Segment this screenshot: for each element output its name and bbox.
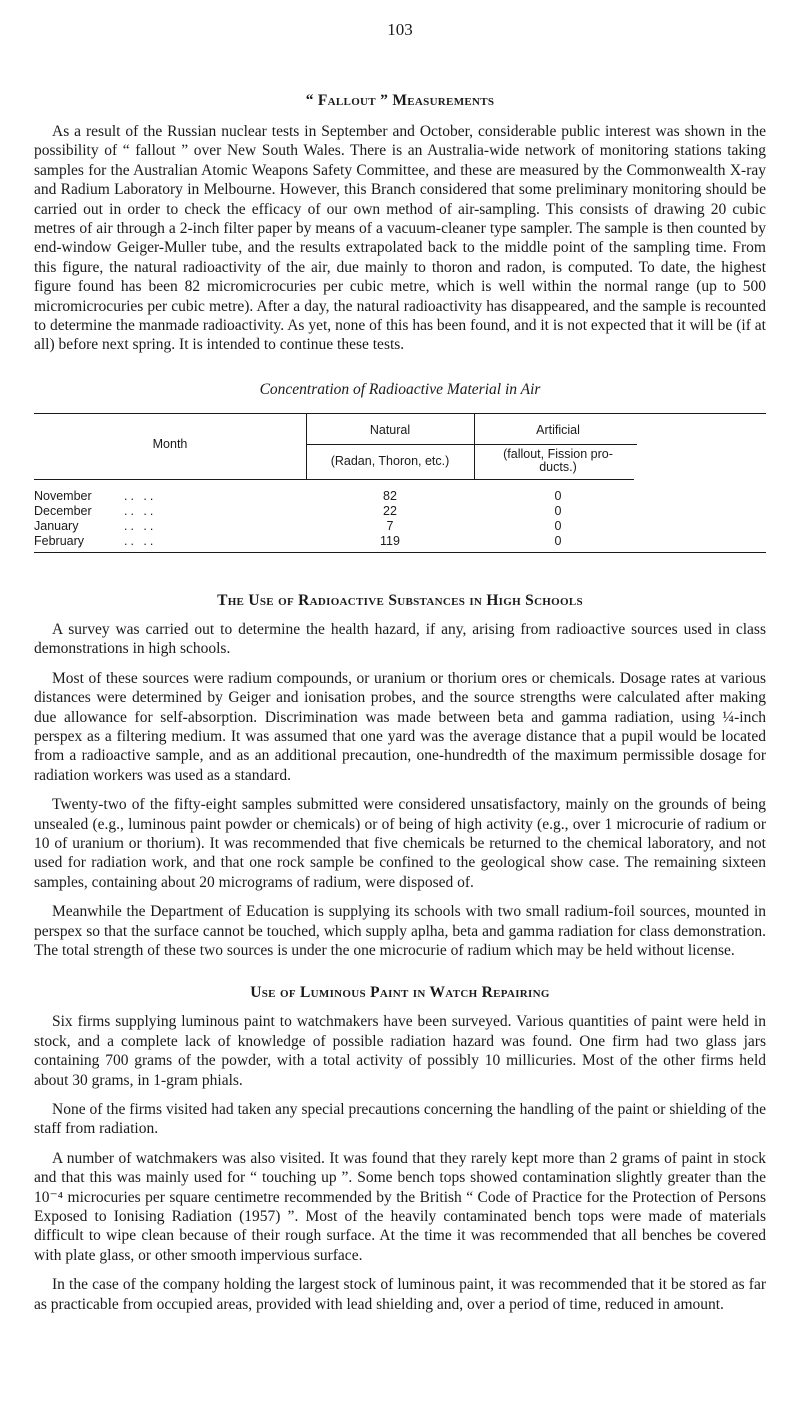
schools-heading: The Use of Radioactive Substances in High Schools [217, 591, 583, 609]
row-artificial: 0 [554, 503, 562, 518]
row-leader: .. .. [124, 503, 157, 518]
row-leader: .. .. [124, 533, 157, 548]
fallout-paragraph: As a result of the Russian nuclear tests in September and October, considerable public interest was shown in the possibility of “ fallout ” over New South Wales. There is an Australia-wide network of monitoring stations taking samples for the Australian Atomic Weapons Safety Committee, and these are measured by the Commonwealth X-ray and Radium Laboratory in Melbourne. However, this Branch considered that some preliminary monitoring should be carried out in order to check the efficacy of our own method of air-sampling. This consists of drawing 20 cubic metres of air through a 2-inch filter paper by means of a vacuum-cleaner type sampler. The sample is then counted by end-window Geiger-Muller tube, and the results extrapolated back to the middle point of the sampling time. From this figure, the natural radioactivity of the air, due mainly to thoron and radon, is computed. To date, the highest figure found has been 82 micromicrocuries per cubic metre, which is well within the normal range (up to 500 micromicrocuries per cubic metre). After a day, the natural radioactivity has disappeared, and the sample is recounted to determine the manmade radioactivity. As yet, none of this has been found, and it is not expected that it will be (if at all) before next spring. It is intended to continue these tests. [34, 123, 766, 354]
row-natural: 7 [386, 518, 394, 533]
row-month: December [34, 503, 92, 518]
row-month: February [34, 533, 85, 548]
table-title: Concentration of Radioactive Material in Air [259, 380, 541, 398]
fallout-heading: “ Fallout ” Measurements [305, 92, 495, 109]
document-page [34, 0, 766, 1314]
watch-paragraph-2: None of the firms visited had taken any special precautions concerning the handling of the paint or shielding of the staff from radiation. [34, 1101, 766, 1138]
row-artificial: 0 [554, 533, 562, 548]
schools-paragraph-1: A survey was carried out to determine the health hazard, if any, arising from radioactive sources used in class demonstrations in high schools. [34, 620, 766, 658]
header-month: Month [152, 436, 188, 451]
table-divider-1 [306, 413, 307, 479]
row-natural: 119 [380, 533, 400, 548]
schools-paragraph-2: Most of these sources were radium compounds, or uranium or thorium ores or chemicals. Dosage rates at various distances were determined by Geiger and ionisation probes, and the source strengths were calculated after making due allowance for self-absorption. Discrimination was made between beta and gamma radiation, using ¼-inch perspex as a filtering medium. It was assumed that one yard was the average distance that a pupil would be located from a radioactive sample, and as an additional precaution, one-hundredth of the maximum permissible dosage for radiation workers was used as a standard. [34, 669, 766, 784]
watch-paragraph-3: A number of watchmakers was also visited. It was found that they rarely kept more than 2 grams of paint in stock and that this was mainly used for “ touching up ”. Some bench tops showed contamination slightly greater than the 10⁻⁴ microcuries per square centimetre recommended by the British “ Code of Practice for the Protection of Persons Exposed to Ionising Radiation (1957) ”. Most of the heavily contaminated bench tops were made of materials difficult to wipe clean because of their rough surface. At the time it was recommended that all benches be covered with plate glass, or other smooth impervious surface. [34, 1149, 766, 1264]
row-month: January [34, 518, 79, 533]
subheader-artificial [478, 448, 638, 474]
row-artificial: 0 [554, 518, 562, 533]
subheader-artificial-line2: ducts.) [539, 459, 577, 474]
row-leader: .. .. [124, 518, 157, 533]
watch-heading: Use of Luminous Paint in Watch Repairing [250, 984, 550, 1002]
row-month: November [34, 488, 92, 503]
table-body-rule [34, 479, 634, 480]
concentration-table [34, 413, 766, 554]
row-artificial: 0 [554, 488, 562, 503]
schools-paragraph-4: Meanwhile the Department of Education is supplying its schools with two small radium-foil sources, mounted in perspex so that the surface cannot be touched, which supply aplha, beta and gamma radiation for class demonstration. The total strength of these two sources is under the one microcurie of radium which may be held without license. [34, 903, 766, 959]
subheader-artificial-line1: (fallout, Fission pro- [503, 446, 613, 461]
row-natural: 82 [383, 488, 397, 503]
watch-paragraph-1: Six firms supplying luminous paint to watchmakers have been surveyed. Various quantities of paint were held in stock, and a complete lack of knowledge of possible radiation hazard was found. One firm had two glass jars containing 700 grams of the powder, with a total activity of possibly 10 millicuries. Most of the other firms held about 30 grams, in 1-gram phials. [34, 1013, 766, 1089]
table-divider-2 [474, 413, 475, 479]
page-number: 103 [387, 20, 413, 39]
table-top-rule [34, 413, 766, 415]
table-header-rule [307, 444, 637, 445]
row-leader: .. .. [124, 488, 157, 503]
watch-paragraph-4: In the case of the company holding the largest stock of luminous paint, it was recommended that it be stored as far as practicable from occupied areas, provided with lead shielding and, over a period of time, reduced in amount. [34, 1276, 766, 1313]
row-natural: 22 [383, 503, 397, 518]
header-natural: Natural [369, 422, 411, 437]
table-bottom-rule [34, 552, 766, 554]
schools-paragraph-3: Twenty-two of the fifty-eight samples submitted were considered unsatisfactory, mainly on the grounds of being unsealed (e.g., luminous paint powder or chemicals) or of being of high activity (e.g., over 1 microcurie of radium or 10 of uranium or thorium). It was recommended that five chemicals be returned to the chemical laboratory, and not used for radiation work, and that one rock sample be confined to the geological show case. The remaining sixteen samples, containing about 20 micrograms of radium, were disposed of. [34, 796, 766, 891]
subheader-natural: (Radan, Thoron, etc.) [330, 453, 450, 468]
header-artificial: Artificial [536, 422, 580, 437]
